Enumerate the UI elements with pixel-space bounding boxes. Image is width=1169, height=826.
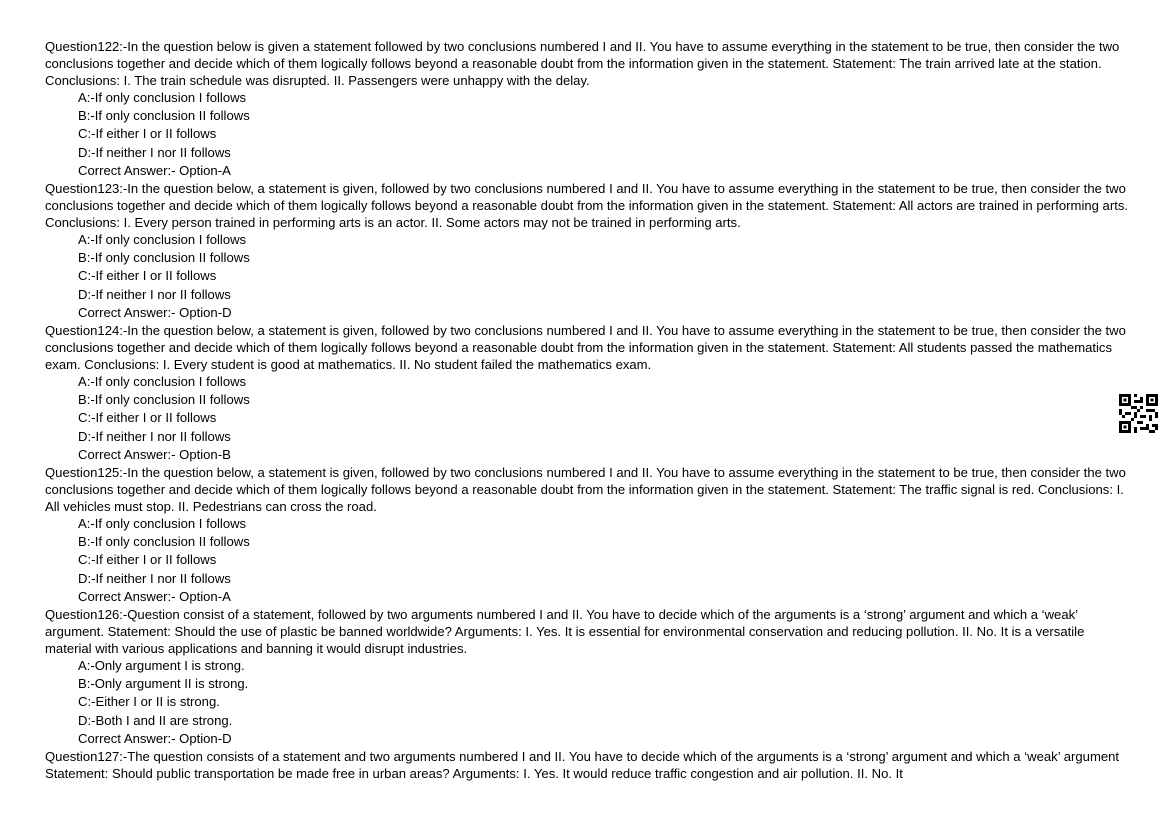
options-list <box>45 231 1131 304</box>
option-c: C:-If either I or II follows <box>78 126 217 142</box>
option-c: C:-Either I or II is strong. <box>78 694 220 710</box>
qr-code-icon <box>1119 394 1158 433</box>
option-d: D:-If neither I nor II follows <box>78 570 231 586</box>
option-b: B:-If only conclusion II follows <box>78 392 250 408</box>
options-list <box>45 515 1131 588</box>
question-text: Question122:-In the question below is given a statement followed by two conclusions numbered I and II. You have to assume everything in the statement to be true, then consider the two conclusions together and decide which of them logically follows beyond a reasonable doubt from the information given in the statement. Statement: The train arrived late at the station. Conclusions: I. The train schedule was disrupted. II. Passengers were unhappy with the delay. <box>45 39 1120 88</box>
question-text: Question126:-Question consist of a statement, followed by two arguments numbered I and II. You have to decide which of the arguments is a ‘strong’ argument and which a ‘weak’ argument. Statement: Should the use of plastic be banned worldwide? Arguments: I. Yes. It is essential for environmental conservation and reducing pollution. II. No. It is a versatile material with various applications and banning it would disrupt industries. <box>45 607 1085 657</box>
question-123 <box>45 180 1131 322</box>
correct-answer: Correct Answer:- Option-D <box>78 730 232 746</box>
question-text: Question127:-The question consists of a statement and two arguments numbered I and II. You have to decide which of the arguments is a ‘strong’ argument and which a ‘weak’ argument Statement: Should public transportation be made free in urban areas? Arguments: I. Yes. It would reduce traffic congestion and air pollution. II. No. It <box>45 749 1120 782</box>
option-c: C:-If either I or II follows <box>78 552 217 568</box>
question-text: Question124:-In the question below, a statement is given, followed by two conclusions numbered I and II. You have to assume everything in the statement to be true, then consider the two conclusions together and decide which of them logically follows beyond a reasonable doubt from the information given in the statement. Statement: All students passed the mathematics exam. Conclusions: I. Every student is good at mathematics. II. No student failed the mathematics exam. <box>45 323 1126 373</box>
option-b: B:-If only conclusion II follows <box>78 534 250 550</box>
question-text: Question123:-In the question below, a statement is given, followed by two conclusions numbered I and II. You have to assume everything in the statement to be true, then consider the two conclusions together and decide which of them logically follows beyond a reasonable doubt from the information given in the statement. Statement: All actors are trained in performing arts. Conclusions: I. Every person trained in performing arts is an actor. II. Some actors may not be trained in performing arts. <box>45 181 1129 231</box>
option-a: A:-If only conclusion I follows <box>78 232 247 248</box>
option-d: D:-If neither I nor II follows <box>78 286 231 302</box>
question-125 <box>45 464 1131 606</box>
correct-answer: Correct Answer:- Option-B <box>78 446 231 462</box>
option-c: C:-If either I or II follows <box>78 268 217 284</box>
options-list <box>45 89 1131 162</box>
correct-answer: Correct Answer:- Option-D <box>78 304 232 320</box>
question-124 <box>45 322 1131 464</box>
correct-answer: Correct Answer:- Option-A <box>78 162 231 178</box>
option-a: A:-If only conclusion I follows <box>78 90 247 105</box>
option-d: D:-Both I and II are strong. <box>78 712 233 728</box>
option-d: D:-If neither I nor II follows <box>78 428 231 444</box>
option-a: A:-Only argument I is strong. <box>78 658 245 674</box>
options-list <box>45 373 1131 446</box>
question-127 <box>45 748 1131 782</box>
option-b: B:-If only conclusion II follows <box>78 108 250 124</box>
question-list <box>45 38 1131 782</box>
options-list <box>45 657 1131 730</box>
option-a: A:-If only conclusion I follows <box>78 374 247 390</box>
question-text: Question125:-In the question below, a statement is given, followed by two conclusions numbered I and II. You have to assume everything in the statement to be true, then consider the two conclusions together and decide which of them logically follows beyond a reasonable doubt from the information given in the statement. Statement: The traffic signal is red. Conclusions: I. All vehicles must stop. II. Pedestrians can cross the road. <box>45 465 1126 515</box>
option-b: B:-Only argument II is strong. <box>78 676 249 692</box>
option-c: C:-If either I or II follows <box>78 410 217 426</box>
correct-answer: Correct Answer:- Option-A <box>78 588 231 604</box>
question-122 <box>45 38 1131 180</box>
option-d: D:-If neither I nor II follows <box>78 144 231 160</box>
option-a: A:-If only conclusion I follows <box>78 516 247 532</box>
option-b: B:-If only conclusion II follows <box>78 250 250 266</box>
question-126 <box>45 606 1131 748</box>
